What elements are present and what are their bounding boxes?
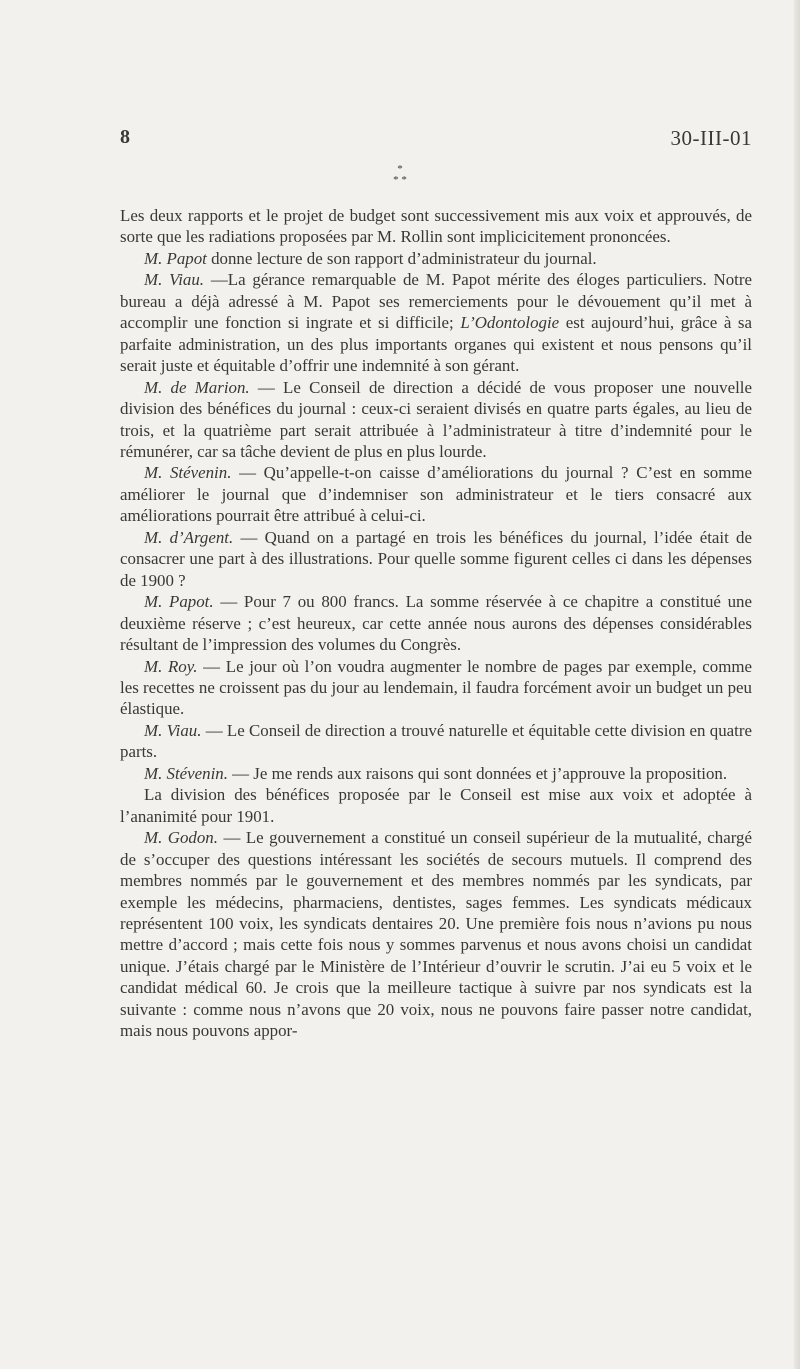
- speaker-name: M. Papot.: [144, 592, 214, 612]
- speaker-name: M. Godon.: [144, 828, 218, 848]
- paragraph: [120, 527, 752, 591]
- paragraph-text: — Le jour où l’on voudra augmenter le nombre de pages par exemple, comme les recettes ne croissent pas du jour au lendemain, il faudra forcément avoir un budget un peu élastique.: [120, 656, 752, 719]
- paragraph-text: Les deux rapports et le projet de budget sont successivement mis aux voix et approuvés, de sorte que les radiations proposées par M. Rollin sont implicicitement prononcées.: [120, 206, 752, 247]
- asterism-bottom: * *: [393, 174, 407, 186]
- paragraph: [120, 763, 752, 784]
- asterism: [375, 164, 425, 186]
- speaker-name: M. Papot: [144, 248, 207, 268]
- speaker-name: M. Stévenin.: [144, 463, 232, 483]
- body-text: [120, 205, 752, 1042]
- paragraph-text: — Je me rends aux raisons qui sont données et j’approuve la proposition.: [227, 763, 728, 783]
- page-header: [120, 126, 752, 156]
- page-date: 30-III-01: [670, 126, 752, 150]
- paragraph: [120, 720, 752, 763]
- speaker-name: M. Viau.: [144, 720, 202, 740]
- speaker-name: M. Roy.: [144, 656, 198, 676]
- paragraph: [120, 248, 752, 269]
- paragraph: [120, 269, 752, 376]
- paragraph-text: — Qu’appelle-t-on caisse d’améliorations du journal ? C’est en somme améliorer le journal que d’indemniser son administrateur et le tiers consacré aux améliorations pourrait être attribué à celui-ci.: [120, 463, 753, 526]
- page-number: 8: [120, 126, 130, 148]
- journal-title: L’Odontologie: [460, 313, 560, 333]
- speaker-name: M. Viau.: [144, 270, 205, 290]
- paragraph-text: — Le Conseil de direction a décidé de vous proposer une nouvelle division des bénéfices du journal : ceux-ci seraient divisés en quatre parts égales, au lieu de trois, et la quatrième part serait attribuée à l’administrateur à titre d’indemnité pour le rémunérer, car sa tâche devient de plus en plus lourde.: [120, 377, 752, 461]
- asterism-top: *: [397, 163, 403, 175]
- paragraph-text: — Le Conseil de direction a trouvé naturelle et équitable cette division en quatre parts.: [120, 720, 752, 762]
- paragraph-text: — Quand on a partagé en trois les bénéfices du journal, l’idée était de consacrer une part à des illustrations. Pour quelle somme figurent celles ci dans les dépenses de 1900 ?: [120, 527, 752, 590]
- paragraph-text: — Pour 7 ou 800 francs. La somme réservée à ce chapitre a constitué une deuxième réserve ; c’est heureux, car cette année nous aurons des dépenses considérables résultant de l’impression des volumes du Congrès.: [120, 592, 752, 655]
- paragraph-text: donne lecture de son rapport d’administrateur du journal.: [206, 248, 597, 268]
- speaker-name: M. d’Argent.: [144, 527, 234, 547]
- paragraph: [120, 462, 752, 526]
- paragraph-text: —La gérance remarquable de M. Papot mérite des éloges particuliers. Notre bureau a déjà adressé à M. Papot ses remerciements pour le dévouement qu’il met à accomplir une fonction si ingrate et si difficile;: [120, 270, 752, 333]
- paragraph: [120, 827, 752, 1042]
- paragraph: [120, 377, 752, 463]
- page-edge: [794, 0, 800, 1369]
- paragraph-text: — Le gouvernement a constitué un conseil supérieur de la mutualité, chargé de s’occuper des questions intéressant les sociétés de secours mutuels. Il comprend des membres nommés par le gouvernement et des membres nommés par les syndicats, par exemple les médecins, pharmaciens, dentistes, sages femmes. Les syndicats médicaux représentent 100 voix, les syndicats dentaires 20. Une première fois nous n’avions pu nous mettre d’accord ; mais cette fois nous y sommes parvenus et nous avons choisi un candidat unique. J’étais chargé par le Ministère de l’Intérieur d’ouvrir le scrutin. J’ai eu 5 voix et le candidat médical 60. Je crois que la meilleure tactique à suivre par nos syndicats est la suivante : comme nous n’avons que 20 voix, nous ne pouvons faire passer notre candidat, mais nous pouvons appor-: [120, 828, 752, 1041]
- paragraph: [120, 591, 752, 655]
- paragraph-text: La division des bénéfices proposée par le Conseil est mise aux voix et adoptée à l’ananimité pour 1901.: [120, 785, 752, 826]
- paragraph-text: est aujourd’hui, grâce à sa parfaite administration, un des plus importants organes qui existent et nous pensons qu’il serait juste et équitable d’offrir une indemnité à son gérant.: [120, 313, 752, 376]
- speaker-name: M. Stévenin.: [144, 763, 228, 783]
- paragraph: [120, 205, 752, 248]
- paragraph: [120, 656, 752, 720]
- speaker-name: M. de Marion.: [144, 377, 250, 397]
- paragraph: [120, 784, 752, 827]
